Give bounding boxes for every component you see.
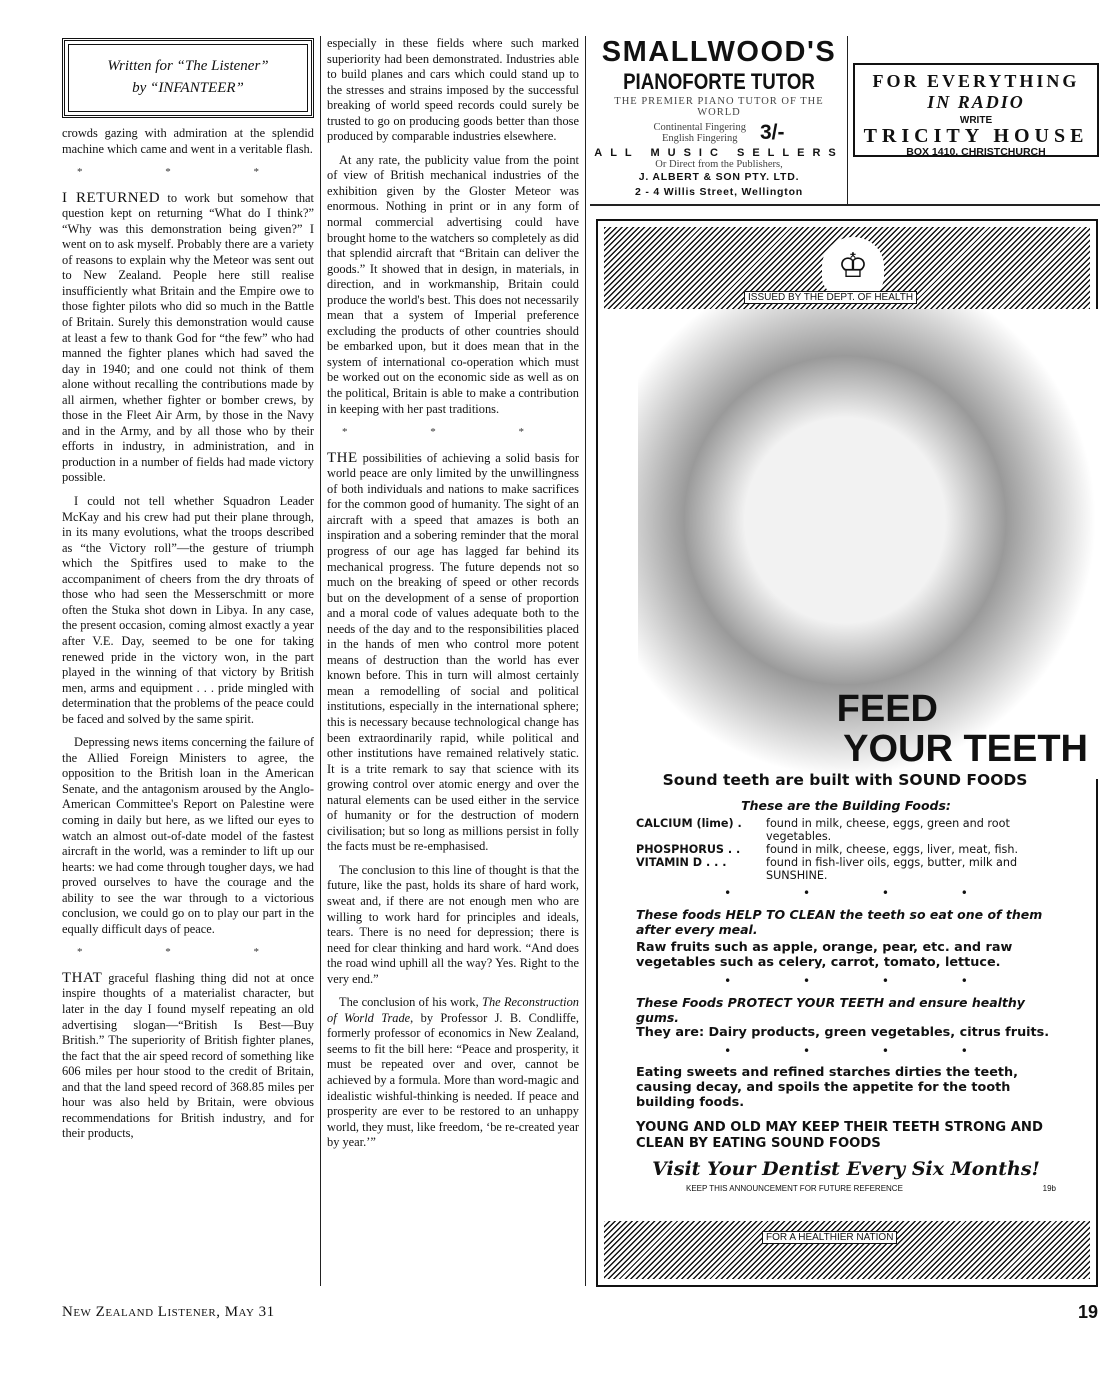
young-old-text: YOUNG AND OLD MAY KEEP THEIR TEETH STRONG AND CLEAN BY EATING SOUND FOODS [636,1120,1043,1151]
sweets-text: Eating sweets and refined starches dirties the teeth, causing decay, and spoils the appetite for the tooth building foods. [636,1065,1019,1110]
byline-line2: by “INFANTEER” [132,80,244,96]
ad-line: FOR EVERYTHING [872,71,1080,91]
price: 3/- [759,121,785,144]
ad-tagline: THE PREMIER PIANO TUTOR OF THE WORLD [614,96,824,118]
dot-divider: • • • • [724,974,1002,988]
hatched-band [604,1221,1090,1279]
ad-body [636,773,1056,1196]
drop-cap-lead: THE [327,449,358,466]
issued-by-label: ISSUED BY THE DEPT. OF HEALTH [744,291,917,304]
book-title: The Reconstruction of World Trade [327,995,579,1025]
visit-dentist-slogan: Visit Your Dentist Every Six Months! [652,1158,1040,1180]
paragraph: crowds gazing with admiration at the splendid machine which came and went in a veritable flash. [62,126,314,156]
article-byline-box [62,38,314,118]
dot-divider: • • • • [724,886,1002,900]
headline-line: FEED [836,688,938,730]
column-rule [320,36,321,1286]
dairy-text: They are: Dairy products, green vegetables, citrus fruits. [636,1025,1050,1040]
paragraph [327,995,579,1150]
ad-rule [590,204,1100,206]
ad-code: 19b [1042,1184,1056,1193]
fingering-option: English Fingering [661,133,738,144]
raw-foods-text: Raw fruits such as apple, orange, pear, etc. and raw vegetables such as celery, carrot, tomato, lettuce. [636,940,1013,970]
sellers: ALL MUSIC SELLERS [594,147,844,159]
food-desc: found in milk, cheese, eggs, liver, meat, fish. [766,843,1019,856]
byline-line1: Written for “The Listener” [107,58,269,74]
food-row [636,817,1056,843]
section-divider: * * * [77,166,299,179]
ad-line: IN RADIO [927,92,1025,112]
headline [837,689,1088,769]
food-name: CALCIUM (lime) . [636,817,742,830]
paragraph [327,451,579,855]
paragraph: The conclusion to this line of thought is that the future, like the past, holds its share of hard work, sweat and, if there are not enough men who are willing to work hard for principles and ideals, tears. There is no need for depression; there is need for clear thinking and hard work. “And does the road wind uphill all the way? Yes. Right to the very end.” [327,862,579,986]
direct-note: Or Direct from the Publishers, [655,159,783,170]
dot-divider: • • • • [724,1044,1002,1058]
fingering-option: Continental Fingering [653,122,746,133]
food-desc: found in milk, cheese, eggs, green and root vegetables. [766,817,1010,843]
publisher: J. ALBERT & SON PTY. LTD. [638,171,800,183]
article-column-1 [62,126,314,1150]
paragraph-text: possibilities of achieving a solid basis for world peace are only limited by the unwillingness of both individuals and nations to make sacrifices for the common good of humanity. The sight of an aircraft with a speed that amazes is both an inspiration and a sobering reminder that the moral progress of our age has lagged far behind its mechanical progress. The future depends not so much on the breaking of speed or other records but on the development of a sense of proportion and a moral code of values adequate both to the needs of the day and to the responsibilities placed in the hands of men who control more potent means of destruction than the world has ever known before. This in turn will almost certainly mean a remodelling of social and political institutions, especially in the international sphere; this is necessary because technological change has been extraordinarily rapid, while political and other institutions have remained relatively static. It is a trite remark to say that science with its growing control over atomic energy and over the natural elements can be used either in the service of humanity or for the destruction of modern civilisation; but so long as millions persist in folly the facts must be re-emphasised. [327,450,579,854]
headline-line: YOUR TEETH [843,728,1088,770]
health-department-advertisement [596,219,1098,1287]
paragraph: especially in these fields where such marked superiority had been demonstrated. Industries able to build planes and cars which could stand up to the stresses and strains imposed by the successful breaking of world speed records could surely be trusted to go on producing goods better than those produced by comparable industries elsewhere. [327,36,579,144]
ad-company: TRICITY HOUSE [863,125,1089,147]
paragraph-text: The conclusion of his work, [339,995,483,1010]
food-row [636,856,1056,882]
tricity-house-advertisement [853,63,1099,157]
food-name: PHOSPHORUS . . [636,843,741,856]
price-row [592,121,846,145]
ad-title: SMALLWOOD'S [601,36,837,68]
section-divider: * * * [77,946,299,959]
paragraph [62,971,314,1142]
clean-foods-text: These foods HELP TO CLEAN the teeth so eat one of them after every meal. [636,907,1043,937]
smallwoods-advertisement [592,36,846,200]
drop-cap-lead: THAT [62,969,103,986]
paragraph [62,191,314,486]
paragraph-text: graceful flashing thing did not at once inspire thoughts of a materialist character, but later in the day I found myself repeating an old advertising slogan—“British Is Best—Buy British.” The superiority of British fighter planes, the fact that the air speed record of something like 606 miles per hour stood to the credit of Britain, and that the land speed record of 368.85 miles per hour was also held by Britain, were obvious recommendations for British industry, and for their products, [62,970,314,1141]
column-rule [585,36,586,1286]
royal-crest-icon: ♔ [822,237,884,295]
address: 2 - 4 Willis Street, Wellington [634,186,804,198]
subheadline: Sound teeth are built with SOUND FOODS [662,771,1028,789]
food-name: VITAMIN D . . . [636,856,727,869]
ad-line: WRITE [959,115,993,126]
article-column-2 [327,36,579,1159]
ad-address: BOX 1410, CHRISTCHURCH [906,146,1046,158]
page-number: 19 [1078,1302,1099,1322]
keep-notice: KEEP THIS ANNOUNCEMENT FOR FUTURE REFERENCE [686,1184,903,1193]
building-foods-heading: These are the Building Foods: [741,798,951,813]
ad-divider [847,36,848,204]
hatched-band [604,227,1090,309]
keep-row [636,1181,1056,1196]
paragraph-text: , by Professor J. B. Condliffe, formerly professor of economics in New Zealand, seems to fit the bill here: “Peace and prosperity, it must be repeated over and over, cannot be achieved by a formula. More than word-magic and idealistic wishful-thinking is needed. If peace and prosperity are ever to be restored to an unhappy world, they must, like freedom, ‘be re-created year by year.’” [327,1010,579,1150]
section-divider: * * * [342,426,564,439]
drop-cap-lead: I RETURNED [62,189,161,206]
healthier-nation-label: FOR A HEALTHIER NATION [762,1231,897,1244]
publication-footer: New Zealand Listener, May 31 [62,1304,275,1320]
protect-text: These Foods PROTECT YOUR TEETH and ensure healthy gums. [636,995,1025,1025]
paragraph-text: to work but somehow that question kept on returning “What do I think?” “Why was this demonstration being given?” I went on to ask myself. Probably there are a variety of reasons to explain why the Meteor was sent out to New Zealand. People here still realise insufficiently what Britain and the Empire owe to those fighter pilots who did so much in the Battle of Britain. Surely this demonstration would cause at least a few to thank God for “the few” who had manned the fighter planes which had saved the day in 1940; and one could not think of them alone without recalling the contributions made by all airmen, whether fighter or bomber crews, by those in the Fleet Air Arm, by those in the Navy and in the Army, and by all those who by their efforts in industry, in administration, and in production in a number of fields had made victory possible. [62,190,315,485]
paragraph: At any rate, the publicity value from the point of view of British mechanical industries of the exhibition given by the Gloster Meteor was enormous. Nothing in print or in any form of normal commercial advertising could have brought home to the watchers so completely as did that splendid aircraft that “Britain can deliver the goods.” It showed that in design, in materials, in direction, and in workmanship, Britain could produce the world's best. This does not necessarily mean that a system of Imperial preference excluding the products of other countries should be embarked upon, but it does mean that in the system of international co-operation which must be worked out on the economic side as well as on the political, Britain is able to make a contribution in keeping with her past traditions. [327,152,579,416]
food-desc: found in fish-liver oils, eggs, butter, milk and SUNSHINE. [766,856,1018,882]
paragraph: Depressing news items concerning the failure of the Allied Foreign Ministers to agree, the opposition to the British loan in the American Senate, and the antagonism aroused by the Anglo-American Committee's Report on Palestine were coming in daily but here, as we lifted our eyes to watch an almost out-of-date model of the fastest aircraft in the world, was a reminder to lift up our hearts: we had come through tougher days, we had proved ourselves to have the courage and the ability to see the war through to a victorious conclusion, we could go on to play our part in the equally difficult days of peace. [62,735,314,936]
food-row [636,843,1056,856]
ad-subtitle: PIANOFORTE TUTOR [623,69,815,94]
paragraph: I could not tell whether Squadron Leader McKay and his crew had put their plane through, in its many evolutions, what the troops described as “the Victory roll”—the gesture of triumph which the Spitfires used to make to the accompaniment of cheers from the dry throats of those who had seen the Messerschmitt or more often the Stuka shot down in Libya. In any case, the present occasion, coming almost exactly a year after V.E. Day, seemed to be one for taking renewed pride in the victory won, in the part played in the winning of that victory by British men, arms and equipment . . . pride mingled with determination that the problems of the peace could be faced and solved by the same spirit. [62,494,314,726]
